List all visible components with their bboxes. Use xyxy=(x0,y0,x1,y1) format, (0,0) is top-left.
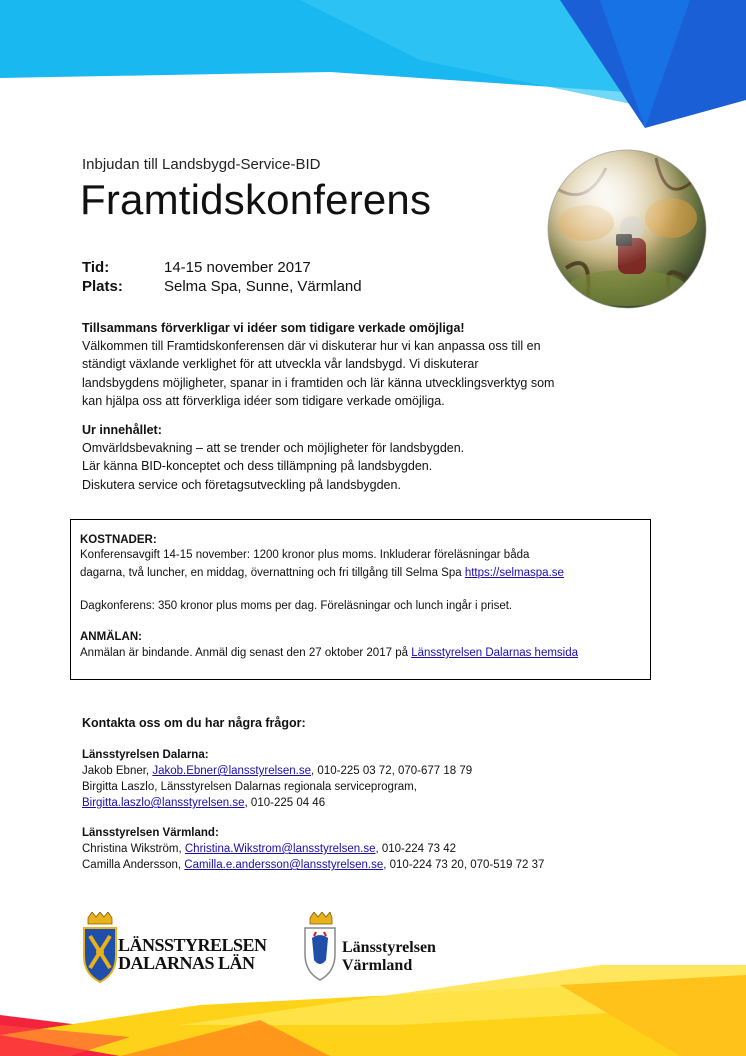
content-item: Omvärldsbevakning – att se trender och möjligheter för landsbygden. xyxy=(82,441,465,456)
bottom-color-banner xyxy=(0,965,746,1056)
contact-name: Jakob Ebner, xyxy=(82,765,153,777)
costs-line2 xyxy=(80,565,650,582)
dalarna-contacts xyxy=(82,747,682,811)
content-section xyxy=(82,421,682,494)
signup-heading: ANMÄLAN: xyxy=(80,631,142,643)
birgitta-email-link[interactable]: Birgitta.laszlo@lansstyrelsen.se xyxy=(82,797,245,809)
top-color-banner xyxy=(0,0,746,130)
invitation-subtitle: Inbjudan till Landsbygd-Service-BID xyxy=(82,156,321,173)
content-heading: Ur innehållet: xyxy=(82,423,162,437)
contact-row xyxy=(82,841,682,857)
selmaspa-link[interactable]: https://selmaspa.se xyxy=(464,567,564,579)
contact-phone: , 010-224 73 20, 070-519 72 37 xyxy=(383,859,545,871)
globe-photo xyxy=(546,148,708,310)
costs-line1: Konferensavgift 14-15 november: 1200 kronor plus moms. Inkluderar föreläsningar båda xyxy=(80,549,530,561)
page-title: Framtidskonferens xyxy=(80,176,432,223)
camilla-email-link[interactable]: Camilla.e.andersson@lansstyrelsen.se xyxy=(184,859,384,871)
dalarna-heading: Länsstyrelsen Dalarna: xyxy=(82,749,209,761)
place-label: Plats: xyxy=(82,278,123,295)
place-value: Selma Spa, Sunne, Värmland xyxy=(164,278,362,295)
varmland-logo-line1: Länsstyrelsen xyxy=(342,939,436,956)
varmland-heading: Länsstyrelsen Värmland: xyxy=(82,827,219,839)
contact-phone: , 010-224 73 42 xyxy=(375,843,457,855)
signup-link[interactable]: Länsstyrelsen Dalarnas hemsida xyxy=(411,647,579,659)
cost-box xyxy=(70,519,651,680)
day-conference-text: Dagkonferens: 350 kronor plus moms per dag. Föreläsningar och lunch ingår i priset. xyxy=(80,600,513,612)
costs-line2-text: dagarna, två luncher, en middag, övernattning och fri tillgång till Selma Spa xyxy=(80,567,465,579)
signup-line xyxy=(80,645,650,662)
place-row xyxy=(82,278,362,295)
varmland-logo-line2: Värmland xyxy=(342,957,413,974)
costs-heading: KOSTNADER: xyxy=(80,534,157,546)
content-item: Lär känna BID-konceptet och dess tillämpning på landsbygden. xyxy=(82,459,433,474)
intro-line: Välkommen till Framtidskonferensen där vi diskuterar hur vi kan anpassa oss till en xyxy=(82,339,541,354)
intro-line: kan hjälpa oss att förverkliga idéer som tidigare verkade omöjliga. xyxy=(82,393,445,408)
intro-heading: Tillsammans förverkligar vi idéer som tidigare verkade omöjliga! xyxy=(82,321,465,335)
christina-email-link[interactable]: Christina.Wikstrom@lansstyrelsen.se xyxy=(184,843,376,855)
varmland-contacts xyxy=(82,825,682,873)
contact-name: Christina Wikström, xyxy=(82,843,185,855)
time-label: Tid: xyxy=(82,259,110,276)
time-row xyxy=(82,259,311,276)
content-item: Diskutera service och företagsutveckling på landsbygden. xyxy=(82,477,401,492)
contact-heading: Kontakta oss om du har några frågor: xyxy=(82,716,306,730)
intro-line: landsbygdens möjligheter, spanar in i framtiden och lär känna utvecklingsverktyg som xyxy=(82,375,555,390)
signup-text: Anmälan är bindande. Anmäl dig senast den 27 oktober 2017 på xyxy=(80,647,412,659)
contact-name: Camilla Andersson, xyxy=(82,859,185,871)
contact-phone: , 010-225 03 72, 070-677 18 79 xyxy=(311,765,473,777)
intro-line: ständigt växlande verklighet för att utveckla vår landsbygd. Vi diskuterar xyxy=(82,357,479,372)
time-value: 14-15 november 2017 xyxy=(164,259,311,276)
dalarna-logo-line2: DALARNAS LÄN xyxy=(118,953,255,973)
jakob-email-link[interactable]: Jakob.Ebner@lansstyrelsen.se xyxy=(152,765,312,777)
contact-row xyxy=(82,795,682,811)
contact-phone: , 010-225 04 46 xyxy=(244,797,326,809)
contact-row: Birgitta Laszlo, Länsstyrelsen Dalarnas regionala serviceprogram, xyxy=(82,781,417,793)
intro-section xyxy=(82,319,682,410)
dalarna-logo-line1: LÄNSSTYRELSEN xyxy=(118,935,267,955)
contact-row xyxy=(82,857,682,873)
contact-row xyxy=(82,763,682,779)
